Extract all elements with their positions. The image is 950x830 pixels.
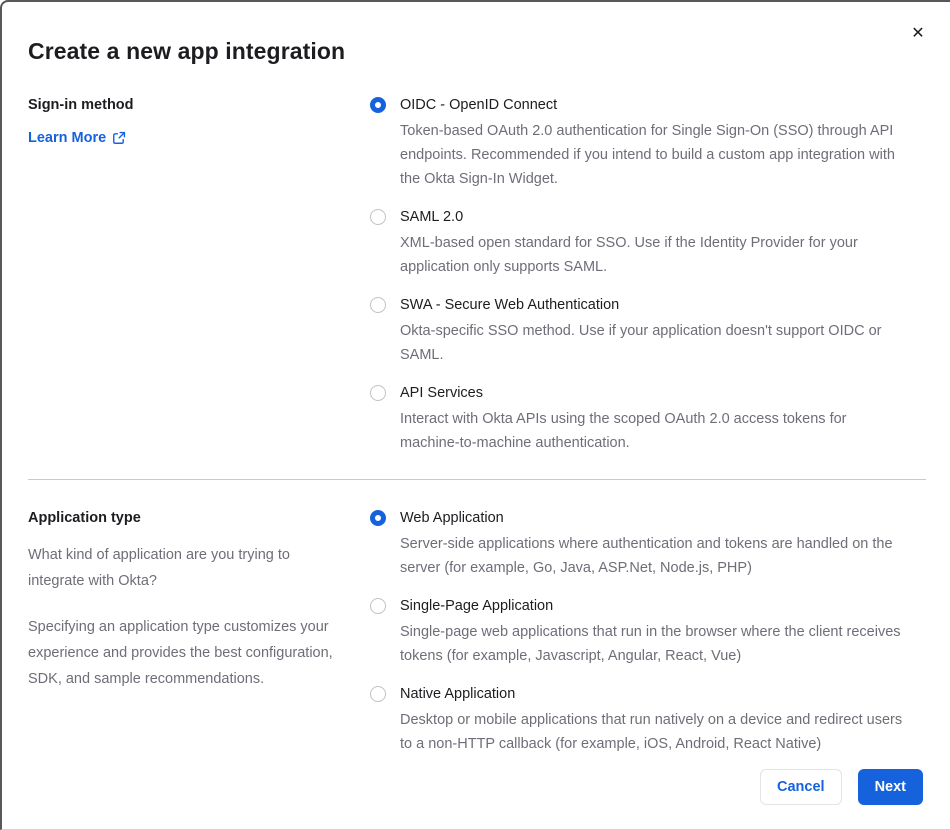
radio-option-description: Server-side applications where authentication and tokens are handled on the server (for example, Go, Java, ASP.Net, Node.js, PHP)	[400, 536, 893, 576]
radio-option-label[interactable]: OIDC - OpenID Connect	[400, 97, 558, 113]
next-button[interactable]: Next	[858, 769, 923, 805]
radio-option-description: Token-based OAuth 2.0 authentication for Single Sign-On (SSO) through API endpoints. Recommended if you intend to build a custom app integration with the Okta Sign-In Widget.	[400, 123, 895, 187]
application-type-label: Application type	[28, 510, 141, 526]
radio-option-content	[400, 295, 905, 367]
radio-option-description: XML-based open standard for SSO. Use if the Identity Provider for your application only supports SAML.	[400, 235, 858, 275]
radio-option-label[interactable]: SAML 2.0	[400, 209, 464, 225]
signin-method-label: Sign-in method	[28, 97, 134, 113]
radio-button-unselected[interactable]	[370, 385, 386, 401]
radio-button-selected[interactable]	[370, 97, 386, 113]
apptype-option-native-application[interactable]	[370, 684, 910, 756]
cancel-button[interactable]: Cancel	[760, 769, 842, 805]
signin-option-swa-secure-web-authentication[interactable]	[370, 295, 910, 367]
radio-button-unselected[interactable]	[370, 209, 386, 225]
application-type-left-column	[28, 508, 370, 756]
signin-method-options	[370, 95, 910, 455]
learn-more-label: Learn More	[28, 130, 107, 146]
radio-option-content	[400, 508, 905, 580]
radio-option-label[interactable]: Native Application	[400, 686, 516, 702]
radio-option-content	[400, 383, 905, 455]
radio-option-label[interactable]: SWA - Secure Web Authentication	[400, 297, 620, 313]
external-link-icon	[112, 131, 126, 145]
signin-method-section	[28, 95, 950, 455]
radio-option-label[interactable]: Single-Page Application	[400, 598, 554, 614]
section-divider	[28, 479, 926, 480]
dialog-title: Create a new app integration	[28, 38, 346, 64]
radio-option-description: Desktop or mobile applications that run natively on a device and redirect users to a non-HTTP callback (for example, iOS, Android, React Native)	[400, 712, 903, 752]
dialog-footer	[760, 769, 923, 805]
application-type-options	[370, 508, 910, 756]
radio-button-unselected[interactable]	[370, 297, 386, 313]
signin-method-left-column	[28, 95, 370, 455]
radio-option-description: Single-page web applications that run in the browser where the client receives tokens (for example, Javascript, Angular, React, Vue)	[400, 624, 901, 664]
close-icon[interactable]: ✕	[908, 24, 928, 44]
apptype-option-single-page-application[interactable]	[370, 596, 910, 668]
learn-more-link[interactable]	[28, 130, 126, 146]
radio-option-label[interactable]: API Services	[400, 385, 483, 401]
application-type-description-2: Specifying an application type customizes your experience and provides the best configuration, SDK, and sample recommendations.	[28, 619, 333, 687]
application-type-description-1: What kind of application are you trying to integrate with Okta?	[28, 547, 290, 589]
radio-option-description: Interact with Okta APIs using the scoped OAuth 2.0 access tokens for machine-to-machine authentication.	[400, 411, 847, 451]
signin-option-oidc-openid-connect[interactable]	[370, 95, 910, 191]
radio-option-content	[400, 207, 905, 279]
radio-option-content	[400, 596, 905, 668]
application-type-section	[28, 508, 950, 756]
radio-option-content	[400, 684, 905, 756]
radio-option-content	[400, 95, 905, 191]
radio-option-description: Okta-specific SSO method. Use if your application doesn't support OIDC or SAML.	[400, 323, 882, 363]
radio-button-unselected[interactable]	[370, 686, 386, 702]
signin-option-saml-2-0[interactable]	[370, 207, 910, 279]
signin-option-api-services[interactable]	[370, 383, 910, 455]
radio-button-unselected[interactable]	[370, 598, 386, 614]
radio-button-selected[interactable]	[370, 510, 386, 526]
radio-option-label[interactable]: Web Application	[400, 510, 504, 526]
apptype-option-web-application[interactable]	[370, 508, 910, 580]
